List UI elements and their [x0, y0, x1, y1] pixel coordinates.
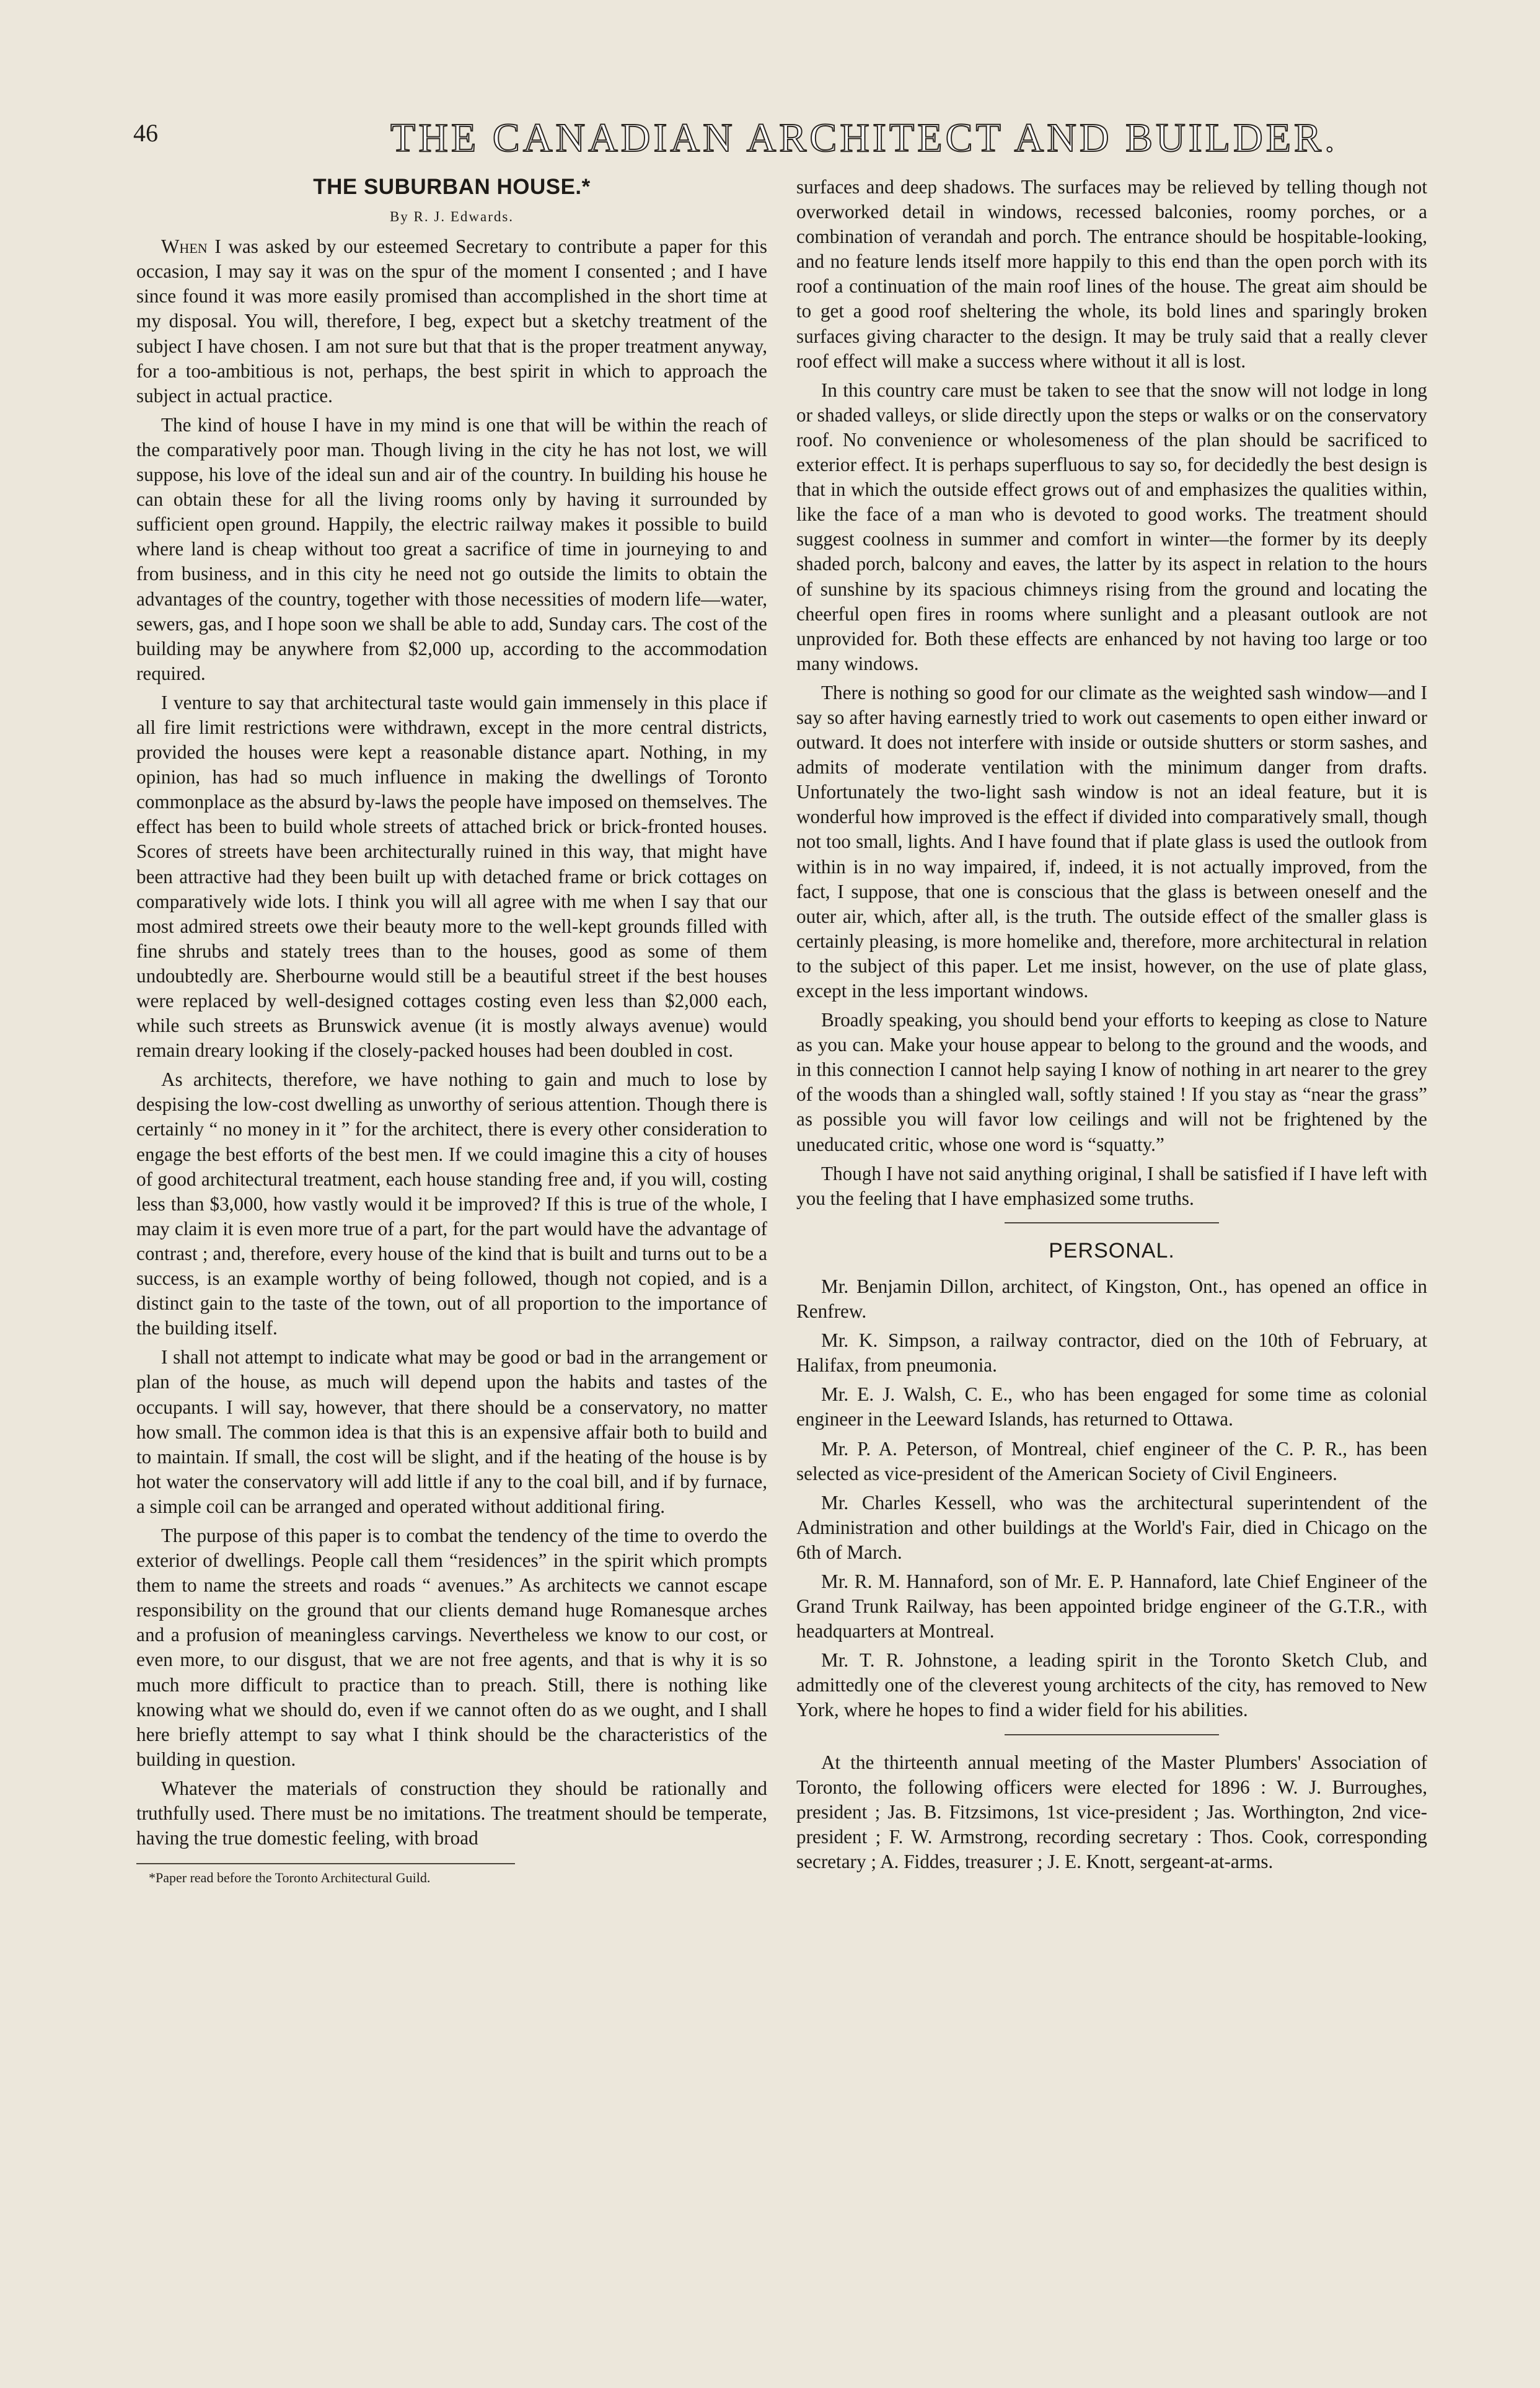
plumbers-notice: At the thirteenth annual meeting of the Master Plumbers' Association of Toronto, the following officers were elected for 1896 : W. J. Burroughes, president ; Jas. B. Fitzsimons, 1st vice-president ; Jas. Worthington, 2nd vice-president ; F. W. Armstrong, recording secretary : Thos. Cook, corresponding secretary ; A. Fiddes, treasurer ; J. E. Knott, sergeant-at-arms.: [796, 1751, 1427, 1872]
section-divider: [1005, 1222, 1219, 1223]
personal-item: Mr. T. R. Johnstone, a leading spirit in the Toronto Sketch Club, and admittedly one of the cleverest young architects of the city, has removed to New York, where he hopes to find a wider field for his abilities.: [796, 1649, 1427, 1721]
article-paragraph-1: [136, 234, 767, 408]
page-header: [133, 115, 1435, 164]
article-byline: By R. J. Edwards.: [389, 209, 514, 225]
article-continuation-3: There is nothing so good for our climate as the weighted sash window—and I say so after having earnestly tried to work out casements to open either inward or outward. It does not interfere with inside or outside shutters or storm sashes, and admits of moderate ventilation with the minimum danger from drafts. Unfortunately the two-light sash window is not an ideal feature, but it is wonderful how improved is the effect if divided into comparatively small, though not too small, lights. And I have found that if plate glass is used the outlook from within is in no way impaired, if, indeed, it is not actually improved, from the fact, I suppose, that one is conscious that the glass is between oneself and the outer air, which, after all, is the truth. The outside effect of the smaller glass is certainly pleasing, is more homelike and, therefore, more architectural in relation to the subject of this paper. Let me insist, however, on the use of plate glass, except in the less important windows.: [796, 681, 1427, 1002]
paragraph-text: I was asked by our esteemed Secretary to contribute a paper for this occasion, I may say it was on the spur of the moment I consented ; and I have since found it was more easily promised than accomplished in the short time at my disposal. You will, therefore, I beg, expect but a sketchy treatment of the subject I have chosen. I am not sure but that that is the proper treatment anyway, for a too-ambitious is not, perhaps, the best spirit in which to approach the subject in actual practice.: [136, 236, 767, 407]
article-paragraph-4: As architects, therefore, we have nothing to gain and much to lose by despising the low-cost dwelling as unworthy of serious attention. Though there is certainly “ no money in it ” for the architect, there is every other consideration to engage the best efforts of the best men. If we could imagine this a city of houses of good architectural treatment, each house standing free and, if you will, costing less than $3,000, how vastly would it be improved? If this is true of the whole, I may claim it is even more true of a part, for the part would have the advantage of contrast ; and, therefore, every house of the kind that is built and turns out to be a success, is an example worthy of being followed, though not copied, and is a distinct gain to the taste of the town, out of all proportion to the importance of the building itself.: [136, 1068, 767, 1339]
article-paragraph-6: The purpose of this paper is to combat the tendency of the time to overdo the exterior of dwellings. People call them “residences” in the spirit which prompts them to name the streets and roads “ avenues.” As architects we cannot escape responsibility on the ground that our clients demand huge Romanesque arches and a profusion of meaningless carvings. Nevertheless we know to our cost, or even more, to our disgust, that we are not free agents, and that is why it is so much more difficult to practice than to preach. Still, there is nothing like knowing what we should do, even if we cannot often do as we ought, and I shall here briefly attempt to say what I think should be the characteristics of the building in question.: [136, 1524, 767, 1770]
footnote-divider: [136, 1863, 515, 1864]
personal-item: Mr. E. J. Walsh, C. E., who has been engaged for some time as colonial engineer in the Leeward Islands, has returned to Ottawa.: [796, 1383, 1427, 1430]
personal-item: Mr. K. Simpson, a railway contractor, died on the 10th of February, at Halifax, from pneumonia.: [796, 1329, 1427, 1377]
left-column: [136, 175, 767, 1891]
article-continuation-2: In this country care must be taken to see that the snow will not lodge in long or shaded valleys, or slide directly upon the steps or walks or on the conservatory roof. No convenience or wholesomeness of the plan should be sacrificed to exterior effect. It is perhaps superfluous to say so, for decidedly the best design is that in which the outside effect grows out of and emphasizes the qualities within, like the face of a man who is devoted to good works. The treatment should suggest coolness in summer and comfort in winter—the former by its deeply shaded porch, balcony and eaves, the latter by its aspect in relation to the hours of sunshine by its spacious chimneys rising from the ground and locating the cheerful open fires in rooms where sunlight and a pleasant outlook are not unprovided for. Both these effects are enhanced by not having too large or too many windows.: [796, 379, 1427, 674]
personal-item: Mr. Charles Kessell, who was the architectural superintendent of the Administration and other buildings at the World's Fair, died in Chicago on the 6th of March.: [796, 1491, 1427, 1563]
article-continuation-4: Broadly speaking, you should bend your efforts to keeping as close to Nature as you can. Make your house appear to belong to the ground and the woods, and in this connection I cannot help saying I know of nothing in art nearer to the grey of the woods than a shingled wall, softly stained ! If you stay as “near the grass” as possible you will favor low ceilings and will not be frightened by the uneducated critic, whose one word is “squatty.”: [796, 1009, 1427, 1155]
article-continuation-5: Though I have not said anything original, I shall be satisfied if I have left with you the feeling that I have emphasized some truths.: [796, 1162, 1427, 1209]
article-continuation-1: surfaces and deep shadows. The surfaces may be relieved by telling though not overworked detail in windows, recessed balconies, roomy porches, or a combination of verandah and porch. The entrance should be hospitable-looking, and no feature lends itself more happily to this end than the open porch with its roof a continuation of the main roof lines of the house. The great aim should be to get a good roof sheltering the whole, its bold lines and sparingly broken surfaces giving character to the design. It may be truly said that a really clever roof effect will make a success where without it all is lost.: [796, 176, 1427, 372]
personal-title: PERSONAL.: [1049, 1238, 1175, 1262]
personal-item: Mr. Benjamin Dillon, architect, of Kingston, Ont., has opened an office in Renfrew.: [796, 1275, 1427, 1323]
running-title: THE CANADIAN ARCHITECT AND BUILDER.: [390, 115, 1338, 161]
lead-word: When: [161, 236, 208, 258]
article-title: THE SUBURBAN HOUSE.*: [313, 175, 591, 199]
section-divider: [1005, 1734, 1219, 1735]
right-column: [796, 175, 1427, 1879]
article-paragraph-3: I venture to say that architectural taste would gain immensely in this place if all fire limit restrictions were withdrawn, except in the more central districts, provided the houses were kept a reasonable distance apart. Nothing, in my opinion, has had so much influence in making the dwellings of Toronto commonplace as the absurd by-laws the people have imposed on themselves. The effect has been to build whole streets of attached brick or brick-fronted houses. Scores of streets have been architecturally ruined in this way, that might have been attractive had they been built up with detached frame or brick cottages on comparatively wide lots. I think you will all agree with me when I say that our most admired streets owe their beauty more to the well-kept grounds filled with fine shrubs and stately trees than to the houses, good as some of them undoubtedly are. Sherbourne would still be a beautiful street if the best houses were replaced by well-designed cottages costing even less than $2,000 each, while such streets as Brunswick avenue (it is mostly always avenue) would remain dreary looking if the closely-packed houses had been doubled in cost.: [136, 691, 767, 1062]
article-paragraph-7: Whatever the materials of construction they should be rationally and truthfully used. There must be no imitations. The treatment should be temperate, having the true domestic feeling, with broad: [136, 1777, 767, 1849]
article-paragraph-5: I shall not attempt to indicate what may be good or bad in the arrangement or plan of the house, as much will depend upon the habits and tastes of the occupants. I will say, however, that there should be a conservatory, no matter how small. The common idea is that this is an expensive affair both to build and to maintain. If small, the cost will be slight, and if the heating of the house is by hot water the conservatory will add little if any to the coal bill, and if by furnace, a simple coil can be arranged and operated without additional firing.: [136, 1346, 767, 1517]
footnote: *Paper read before the Toronto Architectural Guild.: [149, 1870, 431, 1886]
page-number: 46: [133, 119, 158, 147]
personal-item: Mr. P. A. Peterson, of Montreal, chief engineer of the C. P. R., has been selected as vice-president of the American Society of Civil Engineers.: [796, 1437, 1427, 1484]
personal-item: Mr. R. M. Hannaford, son of Mr. E. P. Hannaford, late Chief Engineer of the Grand Trunk Railway, has been appointed bridge engineer of the G.T.R., with headquarters at Montreal.: [796, 1570, 1427, 1642]
article-paragraph-2: The kind of house I have in my mind is one that will be within the reach of the comparatively poor man. Though living in the city he has not lost, we will suppose, his love of the ideal sun and air of the country. In building his house he can obtain these for all the living rooms only by having it surrounded by sufficient open ground. Happily, the electric railway makes it possible to build where land is cheap without too great a sacrifice of time in journeying to and from business, and in this city he need not go outside the limits to obtain the advantages of the country, together with those necessities of modern life—water, sewers, gas, and I hope soon we shall be able to add, Sunday cars. The cost of the building may be anywhere from $2,000 up, according to the accommodation required.: [136, 413, 767, 684]
